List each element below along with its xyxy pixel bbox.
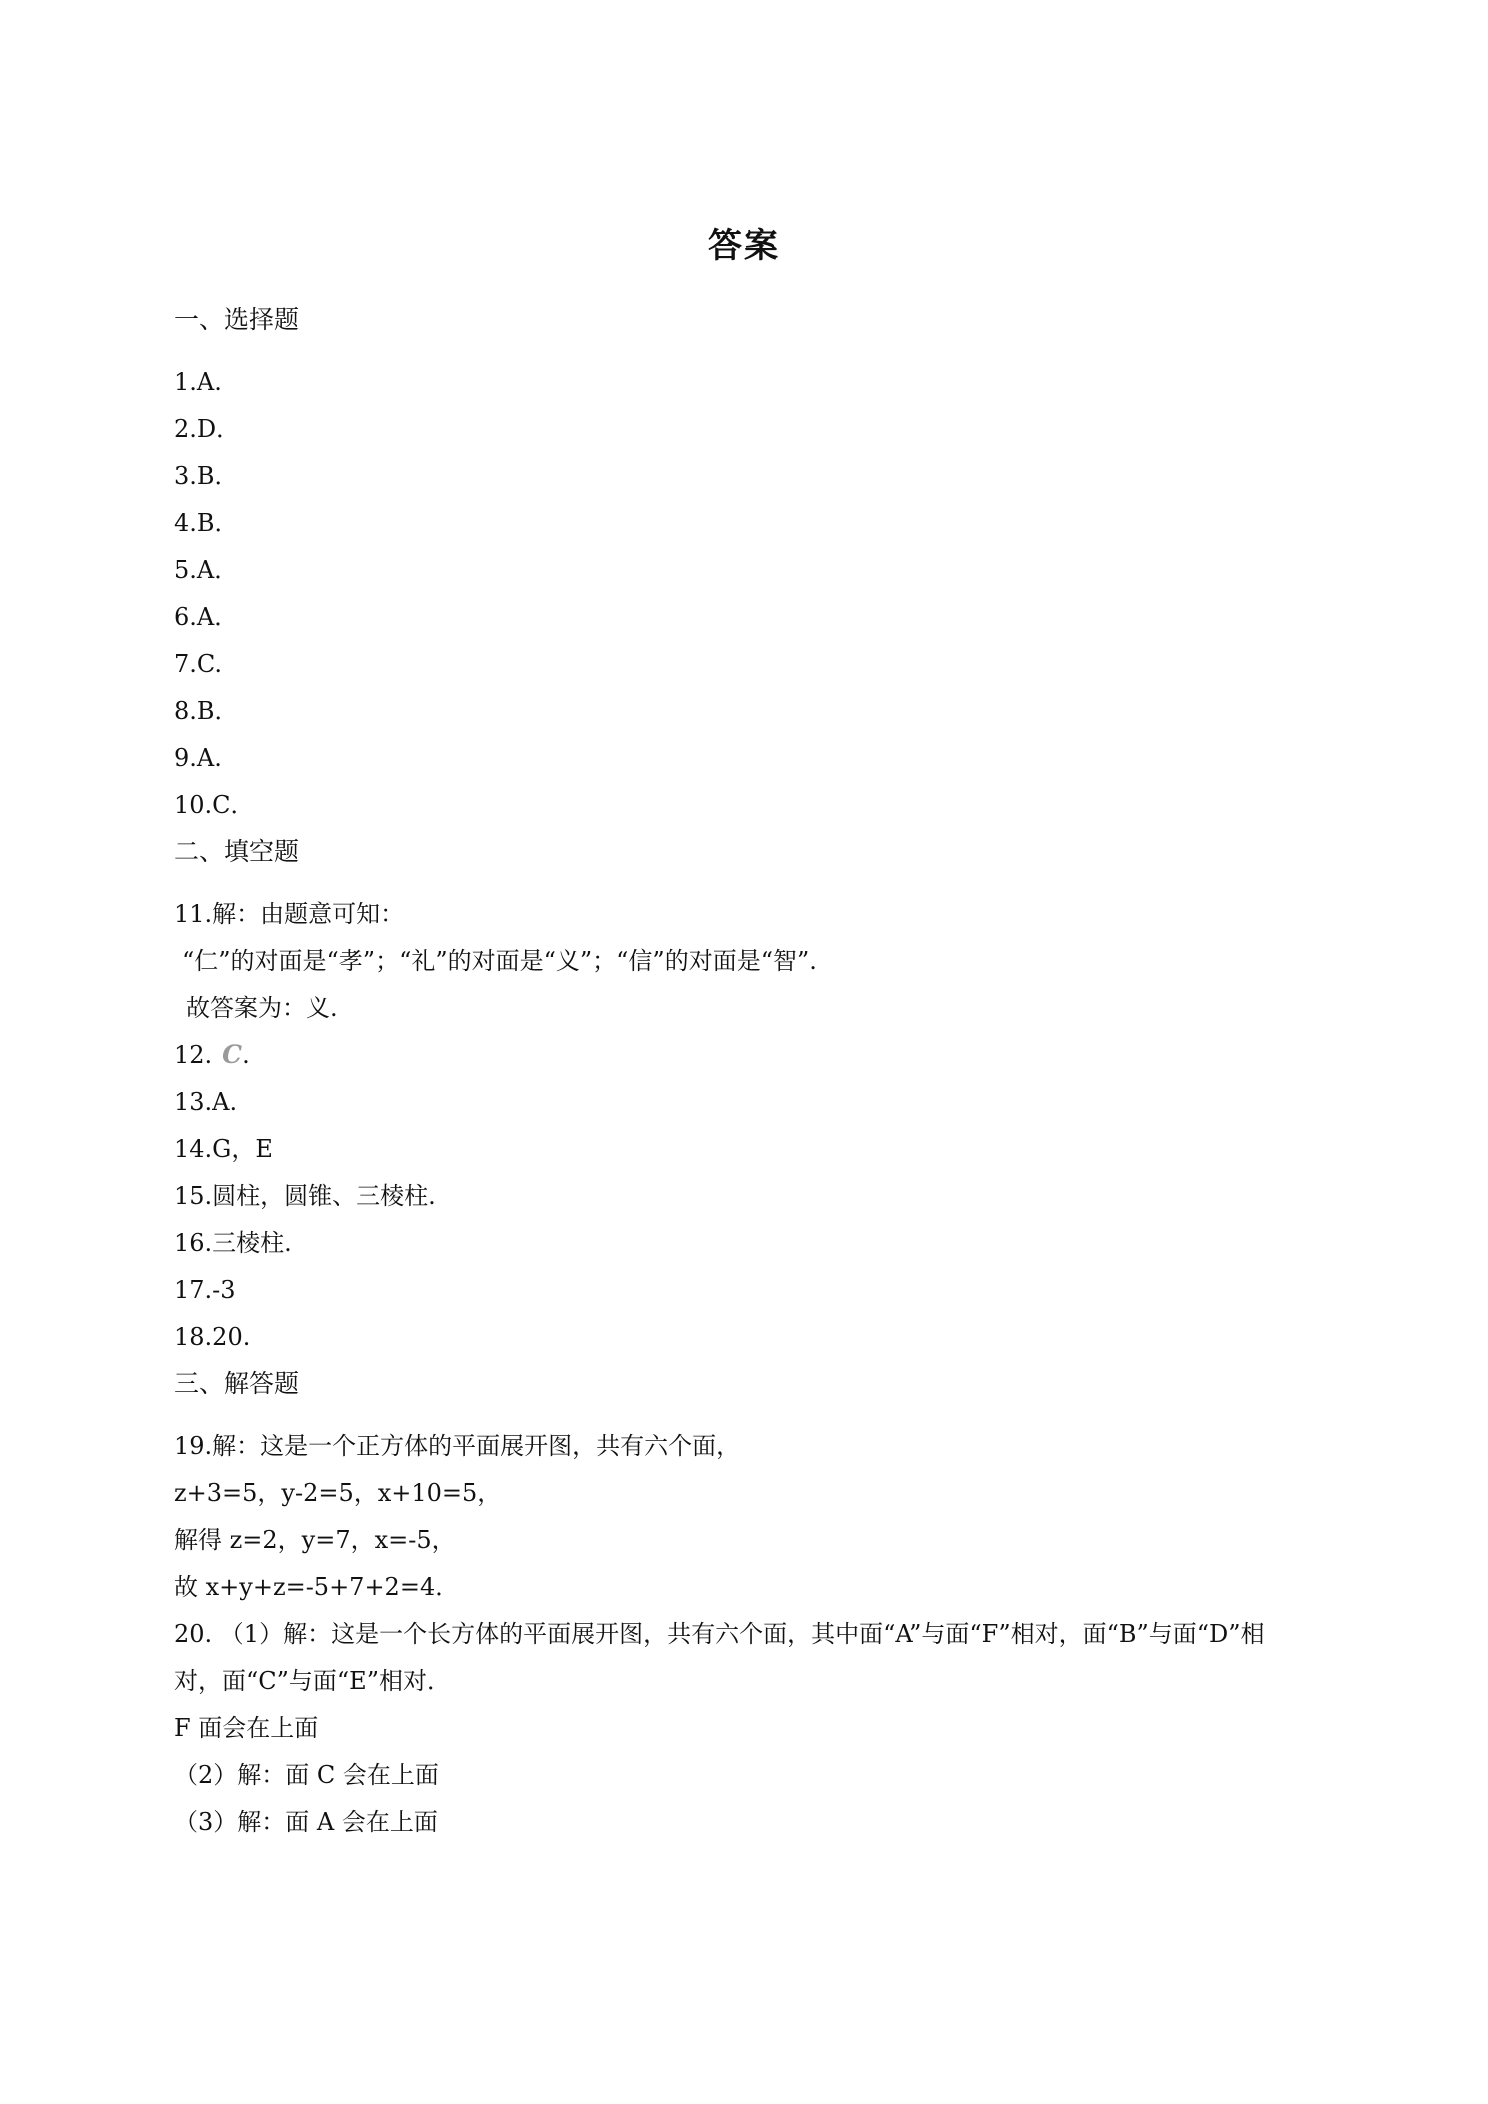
choice-answer-10: 10.C． bbox=[174, 791, 255, 819]
fill-answer-13: 13.A. bbox=[174, 1088, 238, 1116]
fill-answer-14: 14.G，E bbox=[174, 1135, 273, 1163]
choice-answer-6: 6.A． bbox=[174, 603, 239, 631]
fill-answer-12-period: . bbox=[242, 1041, 250, 1069]
fill-answer-11-line3: 故答案为：义. bbox=[186, 994, 338, 1022]
solve-answer-20-line3: F 面会在上面 bbox=[174, 1714, 319, 1742]
solve-answer-20-line1: 20. （1）解：这是一个长方体的平面展开图，共有六个面，其中面“A”与面“F”相对，面“B”与面“D”相 bbox=[174, 1620, 1265, 1648]
solve-answer-20-line4: （2）解：面 C 会在上面 bbox=[174, 1761, 439, 1789]
section-heading-choice: 一、选择题 bbox=[174, 305, 300, 334]
choice-answer-7: 7.C. bbox=[174, 650, 223, 678]
fill-answer-12 bbox=[174, 1039, 250, 1071]
fill-answer-17: 17.-3 bbox=[174, 1276, 236, 1304]
solve-answer-19-line3: 解得 z=2，y=7，x=-5， bbox=[174, 1526, 456, 1554]
solve-answer-19-line2: z+3=5，y-2=5，x+10=5， bbox=[174, 1479, 502, 1507]
solve-answer-19-line4: 故 x+y+z=-5+7+2=4． bbox=[174, 1573, 460, 1601]
fill-answer-11-line1: 11.解：由题意可知： bbox=[174, 900, 405, 928]
fill-answer-12-number: 12. bbox=[174, 1041, 213, 1069]
section-heading-fill: 二、填空题 bbox=[174, 837, 300, 866]
solve-answer-19-line1: 19.解：这是一个正方体的平面展开图，共有六个面， bbox=[174, 1432, 741, 1460]
choice-answer-3: 3.B． bbox=[174, 462, 239, 490]
choice-answer-5: 5.A． bbox=[174, 556, 239, 584]
fill-answer-11-line2: “仁”的对面是“孝”；“礼”的对面是“义”；“信”的对面是“智”. bbox=[182, 947, 817, 975]
choice-answer-8: 8.B． bbox=[174, 697, 239, 725]
section-heading-solve: 三、解答题 bbox=[174, 1369, 300, 1398]
choice-answer-1: 1.A. bbox=[174, 368, 222, 396]
page-title: 答案 bbox=[708, 226, 780, 266]
choice-answer-2: 2.D． bbox=[174, 415, 241, 443]
fill-answer-18: 18.20. bbox=[174, 1323, 251, 1351]
solve-answer-20-line2: 对，面“C”与面“E”相对． bbox=[174, 1667, 451, 1695]
solve-answer-20-line5: （3）解：面 A 会在上面 bbox=[174, 1808, 438, 1836]
fill-answer-15: 15.圆柱，圆锥、三棱柱. bbox=[174, 1182, 436, 1210]
answer-c-image: C bbox=[222, 1040, 243, 1069]
choice-answer-4: 4.B． bbox=[174, 509, 239, 537]
fill-answer-16: 16.三棱柱. bbox=[174, 1229, 292, 1257]
choice-answer-9: 9.A. bbox=[174, 744, 222, 772]
